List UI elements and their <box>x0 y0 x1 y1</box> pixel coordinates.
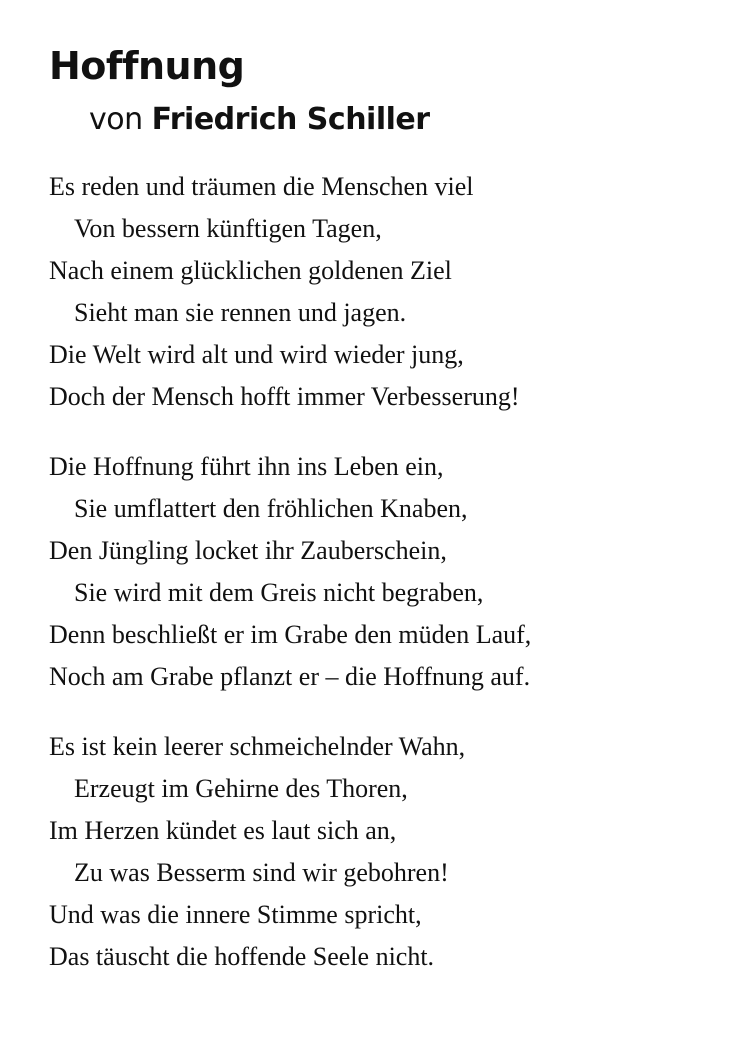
poem-line: Nach einem glücklichen goldenen Ziel <box>49 256 452 285</box>
poem-line: Die Hoffnung führt ihn ins Leben ein, <box>49 452 444 481</box>
poem-line: Die Welt wird alt und wird wieder jung, <box>49 340 464 369</box>
poem-line: Von bessern künftigen Tagen, <box>74 214 382 243</box>
poem-line: Sie wird mit dem Greis nicht begraben, <box>74 578 484 607</box>
poem-line: Es reden und träumen die Menschen viel <box>49 172 474 201</box>
poem-line: Und was die innere Stimme spricht, <box>49 900 422 929</box>
poem-line: Im Herzen kündet es laut sich an, <box>49 816 397 845</box>
author-name: Friedrich Schiller <box>151 102 430 137</box>
byline <box>89 98 730 142</box>
poem-body <box>49 166 730 978</box>
poem-line: Das täuscht die hoffende Seele nicht. <box>49 942 435 971</box>
stanza-3 <box>49 726 730 978</box>
poem-line: Noch am Grabe pflanzt er – die Hoffnung auf. <box>49 662 531 691</box>
poem-line: Denn beschließt er im Grabe den müden Lauf, <box>49 620 532 649</box>
poem-line: Doch der Mensch hofft immer Verbesserung! <box>49 382 520 411</box>
stanza-1 <box>49 166 730 418</box>
poem-line: Den Jüngling locket ihr Zauberschein, <box>49 536 447 565</box>
poem-line: Sieht man sie rennen und jagen. <box>74 298 407 327</box>
poem-line: Zu was Besserm sind wir gebohren! <box>74 858 449 887</box>
poem-title: Hoffnung <box>49 44 245 88</box>
poem-page <box>49 38 730 1006</box>
poem-line: Sie umflattert den fröhlichen Knaben, <box>74 494 468 523</box>
poem-line: Es ist kein leerer schmeichelnder Wahn, <box>49 732 466 761</box>
stanza-2 <box>49 446 730 698</box>
poem-line: Erzeugt im Gehirne des Thoren, <box>74 774 408 803</box>
byline-prefix: von <box>89 102 143 137</box>
